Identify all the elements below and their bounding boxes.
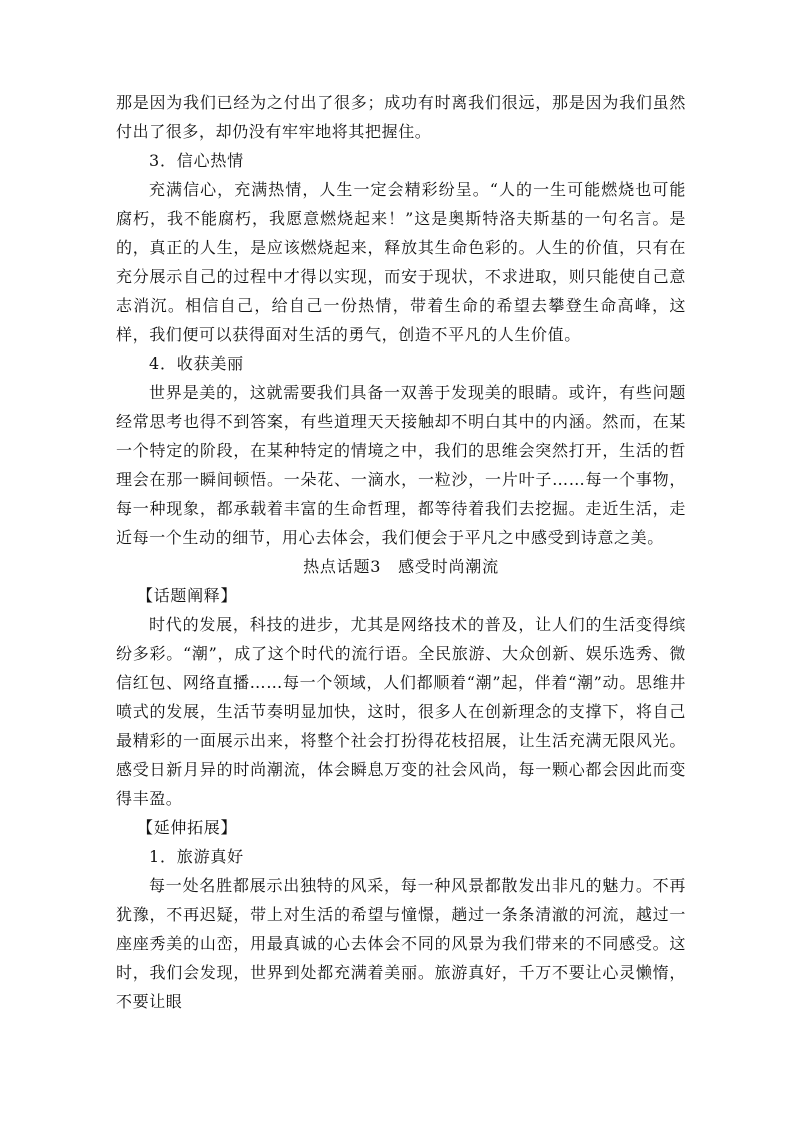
subheading-confidence-passion: 3．信心热情 — [149, 151, 244, 170]
paragraph-continuation: 那是因为我们已经为之付出了很多；成功有时离我们很远，那是因为我们虽然付出了很多，却仍没有牢牢地将其把握住。 — [116, 93, 686, 141]
paragraph-harvest-beauty: 世界是美的，这就需要我们具备一双善于发现美的眼睛。或许，有些问题经常思考也得不到答案，有些道理天天接触却不明白其中的内涵。然而，在某一个特定的阶段，在某种特定的情境之中，我们的思维会突然打开，生活的哲理会在那一瞬间顿悟。一朵花、一滴水，一粒沙，一片叶子……每一个事物，每一种现象，都承载着丰富的生命哲理，都等待着我们去挖掘。走近生活，走近每一个生动的细节，用心去体会，我们便会于平凡之中感受到诗意之美。 — [116, 383, 686, 547]
paragraph-confidence-passion: 充满信心，充满热情，人生一定会精彩纷呈。“人的一生可能燃烧也可能腐朽，我不能腐朽，我愿意燃烧起来！”这是奥斯特洛夫斯基的一句名言。是的，真正的人生，是应该燃烧起来，释放其生命色彩的。人生的价值，只有在充分展示自己的过程中才得以实现，而安于现状，不求进取，则只能使自己意志消沉。相信自己，给自己一份热情，带着生命的希望去攀登生命高峰，这样，我们便可以获得面对生活的勇气，创造不平凡的人生价值。 — [116, 180, 686, 344]
document-body — [116, 88, 686, 1016]
bracket-heading-extension: 【延伸拓展】 — [137, 818, 238, 837]
subheading-harvest-beauty: 4．收获美丽 — [149, 354, 244, 373]
paragraph-topic-explanation: 时代的发展，科技的进步，尤其是网络技术的普及，让人们的生活变得缤纷多彩。“潮”，成了这个时代的流行语。全民旅游、大众创新、娱乐选秀、微信红包、网络直播……每一个领域，人们都顺着“潮”起，伴着“潮”动。思维井喷式的发展，生活节奏明显加快，这时，很多人在创新理念的支撑下，将自己最精彩的一面展示出来，将整个社会打扮得花枝招展，让生活充满无限风光。感受日新月异的时尚潮流，体会瞬息万变的社会风尚，每一颗心都会因此而变得丰盈。 — [116, 615, 686, 808]
bracket-heading-topic-explanation: 【话题阐释】 — [137, 586, 238, 605]
section-title-hot-topic: 热点话题3 感受时尚潮流 — [303, 557, 499, 576]
paragraph-travel-good: 每一处名胜都展示出独特的风采，每一种风景都散发出非凡的魅力。不再犹豫，不再迟疑，带上对生活的希望与憧憬，趟过一条条清澈的河流，越过一座座秀美的山峦，用最真诚的心去体会不同的风景为我们带来的不同感受。这时，我们会发现，世界到处都充满着美丽。旅游真好，千万不要让心灵懒惰，不要让眼 — [116, 876, 686, 1011]
subheading-travel-good: 1．旅游真好 — [149, 847, 244, 866]
